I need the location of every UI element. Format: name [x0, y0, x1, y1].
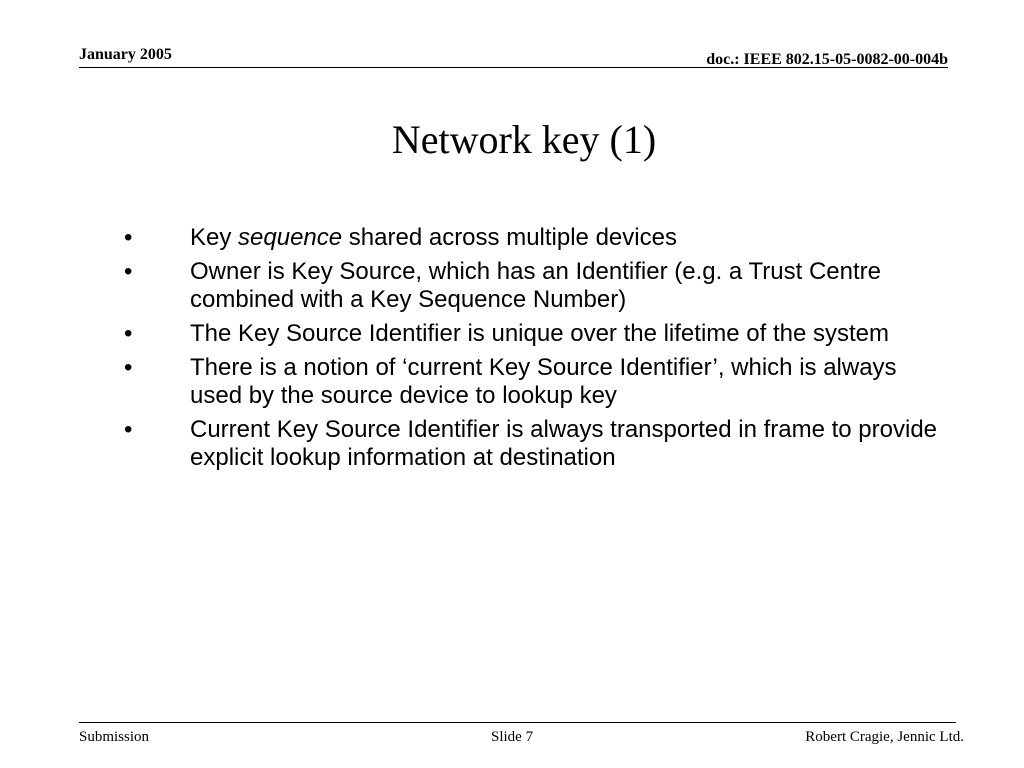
- slide-title: Network key (1): [391, 117, 657, 162]
- bullet-text: [190, 224, 942, 252]
- footer-submission-label: Submission: [79, 729, 150, 745]
- bullet-marker: •: [124, 258, 133, 285]
- bullet-text: There is a notion of ‘current Key Source Identifier’, which is always used by the source device to lookup key: [190, 354, 897, 409]
- bullet-marker: •: [124, 224, 133, 251]
- bullet-text-pre: Key: [190, 224, 239, 251]
- bullet-marker: •: [124, 354, 133, 381]
- bullet-text-post: shared across multiple devices: [342, 224, 677, 251]
- bullet-text: The Key Source Identifier is unique over the lifetime of the system: [190, 320, 890, 347]
- header-date: January 2005: [79, 46, 172, 63]
- footer-divider: [79, 722, 956, 723]
- bullet-list: [122, 224, 942, 478]
- bullet-item: [122, 354, 942, 410]
- footer-author: Robert Cragie, Jennic Ltd.: [805, 729, 964, 745]
- bullet-text: Owner is Key Source, which has an Identifier (e.g. a Trust Centre combined with a Key Sequence Number): [190, 258, 881, 313]
- header-document-id: doc.: IEEE 802.15-05-0082-00-004b: [706, 51, 948, 68]
- bullet-item: [122, 258, 942, 314]
- bullet-text: Current Key Source Identifier is always transported in frame to provide explicit lookup information at destination: [190, 416, 938, 471]
- bullet-marker: •: [124, 416, 133, 443]
- bullet-item: [122, 224, 942, 252]
- footer-slide-number: Slide 7: [491, 729, 534, 745]
- header-divider: [79, 67, 948, 68]
- bullet-item: [122, 320, 942, 348]
- bullet-text-emphasis: sequence: [238, 224, 343, 251]
- bullet-marker: •: [124, 320, 133, 347]
- bullet-item: [122, 416, 942, 472]
